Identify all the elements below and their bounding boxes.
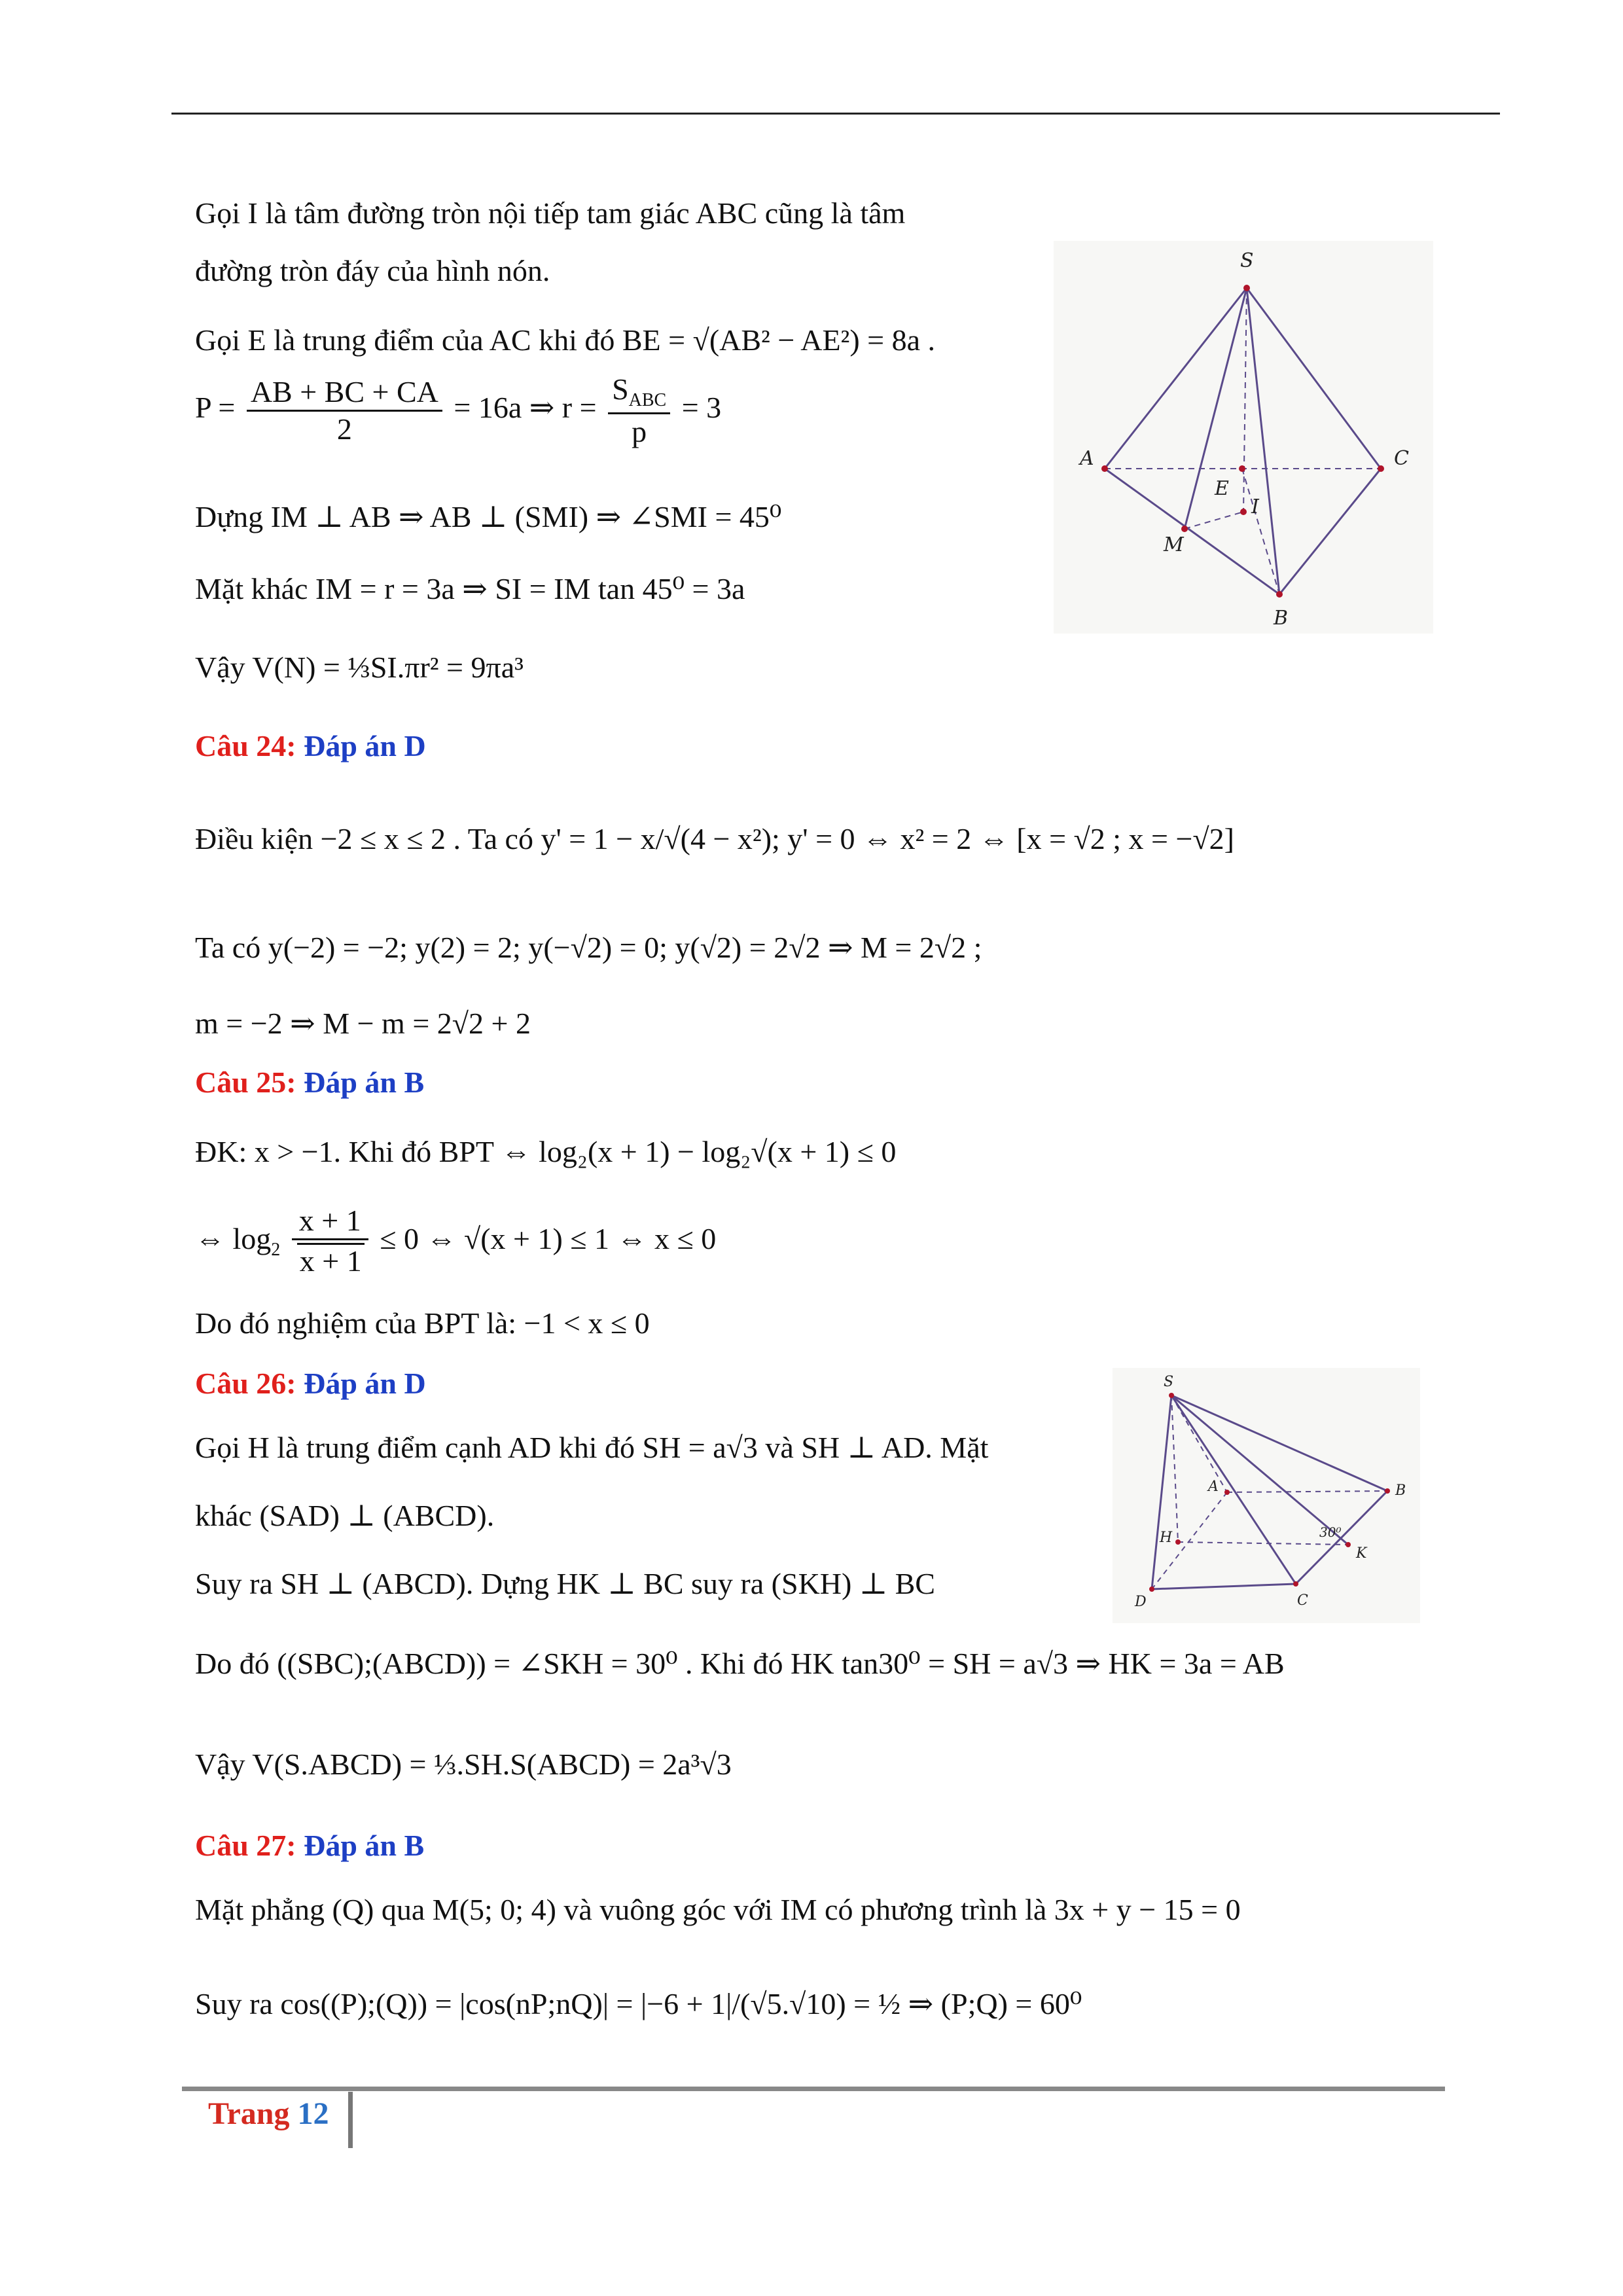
question-title: Câu 26:: [195, 1367, 296, 1400]
formula-part: P =: [195, 391, 236, 425]
answer-label: Đáp án D: [304, 1367, 426, 1400]
formula-part: = 16a ⇒ r =: [454, 391, 597, 425]
text-line: Ta có y(−2) = −2; y(2) = 2; y(−√2) = 0; y(√2) = 2√2 ⇒ M = 2√2 ;: [195, 931, 982, 964]
text-line: Vậy V(S.ABCD) = ⅓.SH.S(ABCD) = 2a³√3: [195, 1748, 732, 1781]
point-E: [1239, 465, 1245, 472]
label-C: C: [1297, 1592, 1308, 1609]
point-M: [1181, 526, 1188, 532]
formula-perimeter: [195, 372, 721, 450]
label-K: K: [1356, 1545, 1367, 1562]
denominator: p: [632, 415, 647, 449]
point-A: [1101, 465, 1108, 472]
label-I: I: [1251, 495, 1259, 518]
numerator: AB + BC + CA: [247, 374, 442, 412]
numerator: S: [612, 372, 629, 406]
question-25-heading: [195, 1063, 424, 1102]
text-line: Do đó ((SBC);(ABCD)) = ∠SKH = 30⁰ . Khi đó HK tan30⁰ = SH = a√3 ⇒ HK = 3a = AB: [195, 1647, 1285, 1680]
fraction: [247, 374, 442, 447]
subscript: 2: [271, 1240, 281, 1261]
text-line: Dựng IM ⊥ AB ⇒ AB ⊥ (SMI) ⇒ ∠SMI = 45⁰: [195, 500, 782, 533]
point-A: [1224, 1490, 1230, 1495]
point-K: [1346, 1542, 1351, 1547]
figure-pyramid-sabcd: [1113, 1368, 1420, 1623]
text-line: Do đó nghiệm của BPT là: −1 < x ≤ 0: [195, 1306, 650, 1340]
question-27-heading: [195, 1826, 424, 1865]
text-line: Suy ra SH ⊥ (ABCD). Dựng HK ⊥ BC suy ra (SKH) ⊥ BC: [195, 1567, 935, 1600]
point-B: [1276, 591, 1283, 598]
label-E: E: [1215, 477, 1229, 500]
formula-part: ⇔ log: [195, 1221, 272, 1255]
text-line: Vậy V(N) = ⅓SI.πr² = 9πa³: [195, 651, 524, 684]
formula-part: ≤ 0 ⇔ √(x + 1) ≤ 1 ⇔ x ≤ 0: [380, 1221, 717, 1255]
question-title: Câu 24:: [195, 729, 296, 762]
point-D: [1149, 1587, 1154, 1592]
page-footer: [208, 2094, 329, 2134]
label-D: D: [1135, 1594, 1147, 1610]
footer-rule: [182, 2087, 1445, 2091]
text-line: khác (SAD) ⊥ (ABCD).: [195, 1499, 495, 1532]
label-M: M: [1164, 533, 1184, 556]
page-label: Trang: [208, 2096, 290, 2131]
formula-log: [195, 1203, 716, 1281]
question-title: Câu 25:: [195, 1066, 296, 1099]
denominator: x + 1: [297, 1243, 365, 1278]
denominator: 2: [336, 412, 352, 446]
formula-part: = 3: [681, 391, 722, 425]
answer-label: Đáp án B: [304, 1066, 425, 1099]
text-line: ĐK: x > −1. Khi đó BPT ⇔ log₂(x + 1) − log₂√(x + 1) ≤ 0: [195, 1135, 897, 1168]
label-C: C: [1394, 447, 1409, 470]
question-24-heading: [195, 726, 426, 766]
text-line: Mặt phẳng (Q) qua M(5; 0; 4) và vuông góc với IM có phương trình là 3x + y − 15 = 0: [195, 1893, 1241, 1926]
label-S: S: [1164, 1374, 1174, 1390]
answer-label: Đáp án B: [304, 1829, 425, 1862]
text-line: Gọi I là tâm đường tròn nội tiếp tam giác ABC cũng là tâm: [195, 196, 906, 230]
subscript: ABC: [628, 390, 667, 411]
label-A: A: [1208, 1479, 1219, 1495]
text-line: Điều kiện −2 ≤ x ≤ 2 . Ta có y' = 1 − x/√(4 − x²); y' = 0 ⇔ x² = 2 ⇔ [x = √2 ; x = −√2]: [195, 822, 1234, 855]
header-rule: [171, 113, 1500, 115]
point-I: [1240, 509, 1247, 515]
numerator: x + 1: [292, 1203, 368, 1240]
text-line: Suy ra cos((P);(Q)) = |cos(nP;nQ)| = |−6 + 1|/(√5.√10) = ½ ⇒ (P;Q) = 60⁰: [195, 1987, 1082, 2020]
fraction: [608, 372, 670, 450]
point-C: [1378, 465, 1384, 472]
point-C: [1293, 1581, 1298, 1587]
text-line: Mặt khác IM = r = 3a ⇒ SI = IM tan 45⁰ = 3a: [195, 572, 745, 605]
label-S: S: [1240, 249, 1254, 272]
label-A: A: [1080, 447, 1094, 470]
label-H: H: [1160, 1530, 1173, 1546]
label-B: B: [1274, 607, 1289, 630]
text-line: m = −2 ⇒ M − m = 2√2 + 2: [195, 1007, 531, 1040]
point-S: [1243, 285, 1250, 291]
point-B: [1385, 1488, 1390, 1494]
text-line: đường tròn đáy của hình nón.: [195, 254, 550, 287]
fraction: [292, 1203, 368, 1281]
figure-pyramid-sabc: [1054, 241, 1433, 634]
text-line: Gọi E là trung điểm của AC khi đó BE = √(AB² − AE²) = 8a .: [195, 323, 936, 357]
point-S: [1169, 1393, 1174, 1398]
label-angle-30: 30⁰: [1319, 1524, 1342, 1540]
footer-divider: [348, 2092, 353, 2148]
label-B: B: [1395, 1482, 1406, 1499]
page-number: 12: [297, 2096, 329, 2131]
question-title: Câu 27:: [195, 1829, 296, 1862]
point-H: [1175, 1539, 1181, 1545]
question-26-heading: [195, 1364, 426, 1403]
answer-label: Đáp án D: [304, 729, 426, 762]
text-line: Gọi H là trung điểm cạnh AD khi đó SH = a√3 và SH ⊥ AD. Mặt: [195, 1431, 989, 1464]
